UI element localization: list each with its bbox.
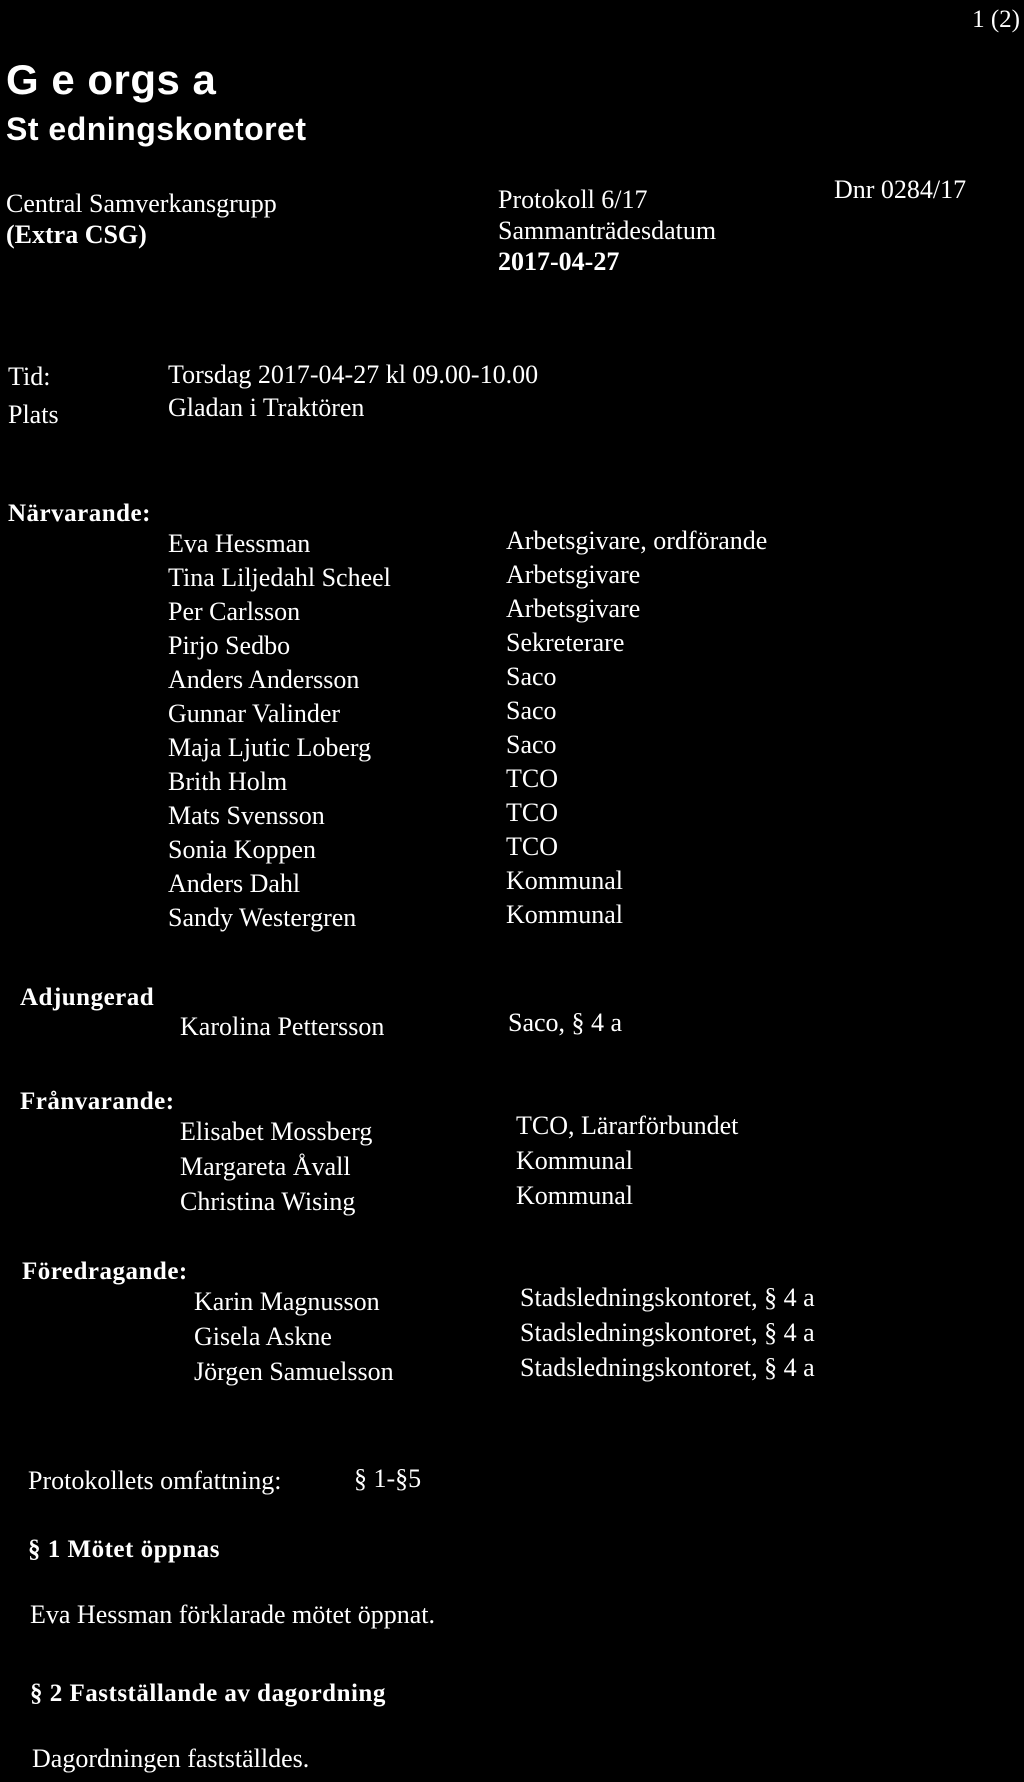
attendee-role: Sekreterare	[506, 628, 625, 657]
adjunct-title: Adjungerad	[20, 984, 155, 1011]
attendee-name: Tina Liljedahl Scheel	[168, 563, 391, 592]
presenters-names	[194, 1284, 394, 1389]
scope-value: § 1-§5	[354, 1464, 422, 1493]
page-number: 1 (2)	[972, 6, 1020, 33]
attendee-name: Anders Dahl	[168, 869, 301, 898]
group-block	[6, 188, 277, 250]
group-name: Central Samverkansgrupp	[6, 189, 277, 218]
group-subtitle: (Extra CSG)	[6, 220, 147, 249]
time-label: Tid:	[8, 362, 51, 391]
attendee-role: Kommunal	[506, 900, 623, 929]
presenter-name: Jörgen Samuelsson	[194, 1357, 394, 1386]
attendee-name: Eva Hessman	[168, 529, 311, 558]
section-2-title: § 2 Fastställande av dagordning	[30, 1680, 386, 1707]
attendee-name: Pirjo Sedbo	[168, 631, 291, 660]
adjunct-name: Karolina Pettersson	[180, 1012, 385, 1041]
absent-names	[180, 1114, 372, 1219]
meeting-date-value: 2017-04-27	[498, 247, 620, 276]
attendee-name: Brith Holm	[168, 767, 288, 796]
scope-label: Protokollets omfattning:	[28, 1466, 282, 1495]
section-1-text: Eva Hessman förklarade mötet öppnat.	[30, 1600, 436, 1629]
attendee-name: Sonia Koppen	[168, 835, 317, 864]
adjunct-role: Saco, § 4 a	[508, 1008, 623, 1037]
attendee-role: Saco	[506, 730, 557, 759]
section-2-text: Dagordningen fastställdes.	[32, 1744, 310, 1773]
presenters-title: Föredragande:	[22, 1258, 188, 1285]
protocol-number: Protokoll 6/17	[498, 185, 648, 214]
absent-role: TCO, Lärarförbundet	[516, 1111, 739, 1140]
absent-role: Kommunal	[516, 1146, 633, 1175]
presenters-roles	[520, 1280, 815, 1385]
absent-name: Christina Wising	[180, 1187, 356, 1216]
presenter-name: Karin Magnusson	[194, 1287, 380, 1316]
attendee-name: Mats Svensson	[168, 801, 325, 830]
section-1-title: § 1 Mötet öppnas	[28, 1536, 221, 1563]
absent-title: Frånvarande:	[20, 1088, 175, 1115]
presenter-role: Stadsledningskontoret, § 4 a	[520, 1283, 815, 1312]
attendee-role: TCO	[506, 832, 558, 861]
organization-name: G e orgs a	[6, 56, 217, 103]
attendee-role: TCO	[506, 798, 558, 827]
time-value: Torsdag 2017-04-27 kl 09.00-10.00	[168, 360, 539, 389]
diary-number: Dnr 0284/17	[834, 175, 967, 204]
attendee-role: Saco	[506, 662, 557, 691]
meeting-date-label: Sammanträdesdatum	[498, 216, 717, 245]
absent-role: Kommunal	[516, 1181, 633, 1210]
attendee-role: Arbetsgivare	[506, 560, 641, 589]
absent-name: Elisabet Mossberg	[180, 1117, 373, 1146]
place-label: Plats	[8, 400, 59, 429]
attendee-name: Gunnar Valinder	[168, 699, 341, 728]
place-value: Gladan i Traktören	[168, 393, 365, 422]
attendee-role: Arbetsgivare	[506, 594, 641, 623]
attendee-role: Kommunal	[506, 866, 623, 895]
presenter-name: Gisela Askne	[194, 1322, 332, 1351]
attendee-name: Anders Andersson	[168, 665, 360, 694]
presenter-role: Stadsledningskontoret, § 4 a	[520, 1353, 815, 1382]
absent-roles	[516, 1108, 738, 1213]
attendees-names	[168, 527, 391, 935]
attendees-title: Närvarande:	[8, 500, 151, 527]
attendees-roles	[506, 524, 767, 932]
attendee-role: Arbetsgivare, ordförande	[506, 526, 768, 555]
department-name: St edningskontoret	[6, 111, 307, 147]
attendee-role: TCO	[506, 764, 558, 793]
attendee-name: Maja Ljutic Loberg	[168, 733, 372, 762]
absent-name: Margareta Åvall	[180, 1152, 351, 1181]
attendee-name: Sandy Westergren	[168, 903, 357, 932]
protocol-block	[498, 184, 716, 277]
attendee-name: Per Carlsson	[168, 597, 301, 626]
attendee-role: Saco	[506, 696, 557, 725]
presenter-role: Stadsledningskontoret, § 4 a	[520, 1318, 815, 1347]
